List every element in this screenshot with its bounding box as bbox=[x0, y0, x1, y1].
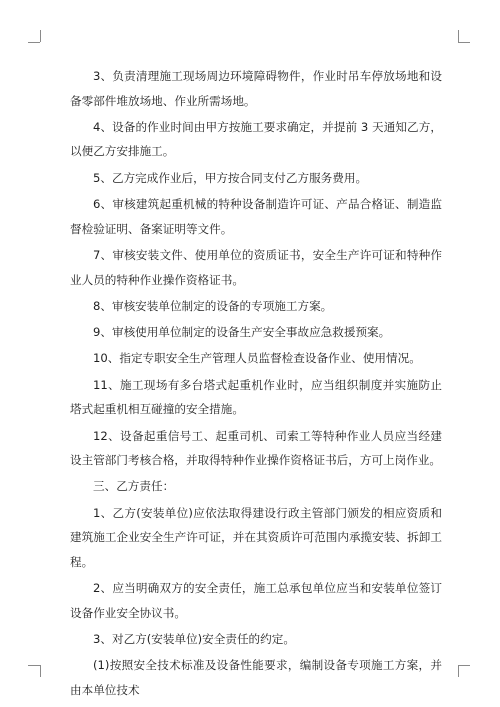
paragraph-item-12: 12、设备起重信号工、起重司机、司索工等特种作业人员应当经建设主管部门考核合格，并取得特种作业操作资格证书后，方可上岗作业。 bbox=[70, 428, 442, 468]
paragraph-b-item-1: 1、乙方(安装单位)应依法取得建设行政主管部门颁发的相应资质和建筑施工企业安全生产许可证，并在其资质许可范围内承揽安装、拆卸工程。 bbox=[70, 505, 442, 569]
paragraph-item-6: 6、审核建筑起重机械的特种设备制造许可证、产品合格证、制造监督检验证明、备案证明等文件。 bbox=[70, 197, 442, 236]
paragraph-item-5: 5、乙方完成作业后，甲方按合同支付乙方服务费用。 bbox=[93, 170, 368, 185]
section-heading-party-b: 三、乙方责任： bbox=[93, 479, 175, 494]
paragraph-item-11: 11、施工现场有多台塔式起重机作业时，应当组织制度并实施防止塔式起重机相互碰撞的安全措施。 bbox=[70, 377, 442, 417]
paragraph-item-9: 9、审核使用单位制定的设备生产安全事故应急救援预案。 bbox=[93, 325, 391, 340]
document-body bbox=[70, 64, 442, 704]
paragraph-item-4: 4、设备的作业时间由甲方按施工要求确定，并提前 3 天通知乙方，以便乙方安排施工。 bbox=[70, 119, 442, 159]
paragraph-item-10: 10、指定专职安全生产管理人员监督检查设备作业、使用情况。 bbox=[93, 351, 421, 366]
paragraph-item-7: 7、审核安装文件、使用单位的资质证书，安全生产许可证和特种作业人员的特种作业操作资格证书。 bbox=[70, 247, 442, 287]
paragraph-item-8: 8、审核安装单位制定的设备的专项施工方案。 bbox=[93, 298, 333, 313]
paragraph-b-subitem-1: (1)按照安全技术标准及设备性能要求，编制设备专项施工方案，并由本单位技术 bbox=[70, 658, 442, 697]
paragraph-item-3: 3、负责清理施工现场周边环境障碍物件，作业时吊车停放场地和设备零部件堆放场地、作业所需场地。 bbox=[70, 69, 442, 108]
paragraph-b-item-2: 2、应当明确双方的安全责任，施工总承包单位应当和安装单位签订设备作业安全协议书。 bbox=[70, 581, 442, 620]
paragraph-b-item-3: 3、对乙方(安装单位)安全责任的约定。 bbox=[93, 632, 295, 646]
